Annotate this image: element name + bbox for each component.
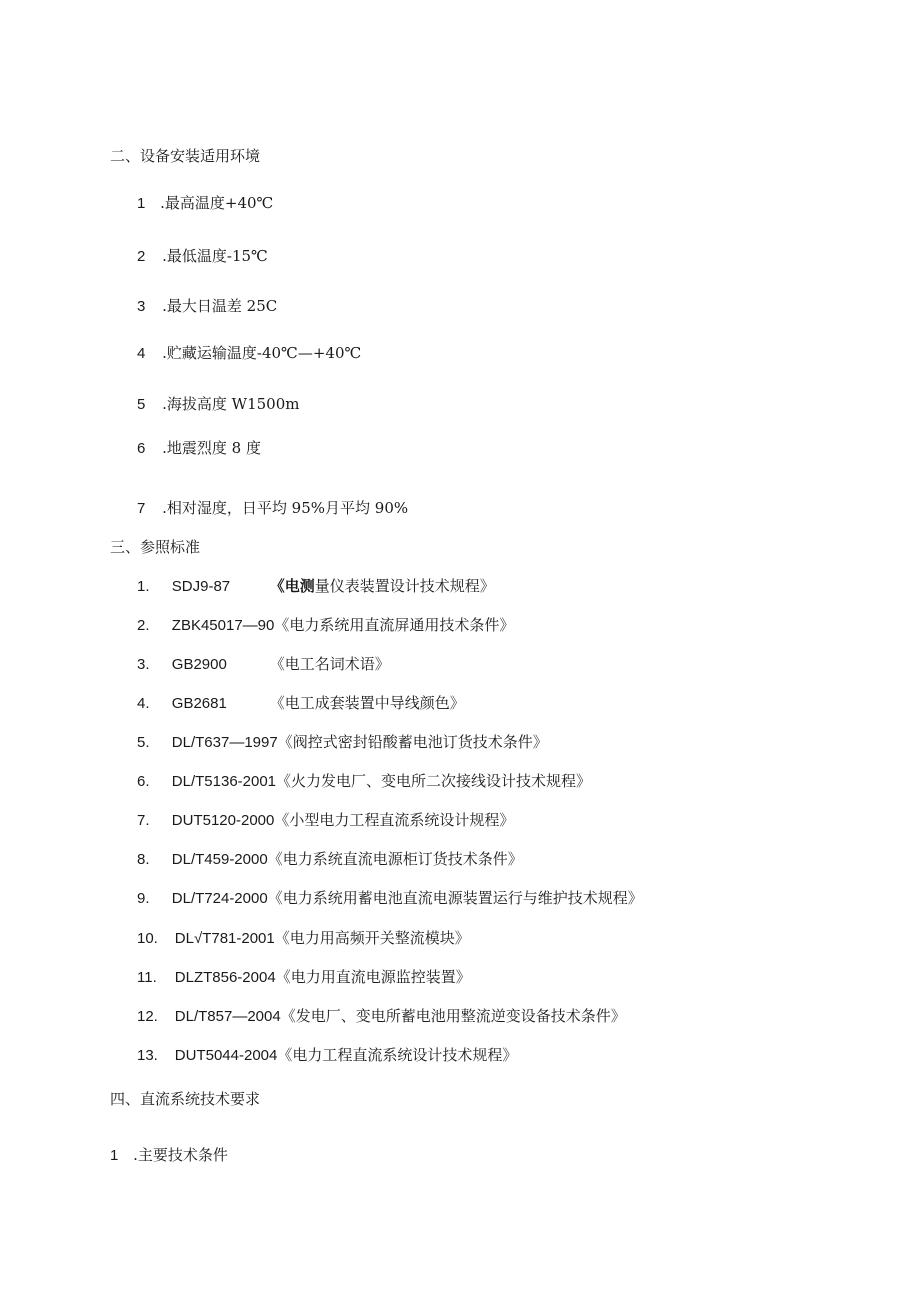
env-item (137, 343, 361, 364)
standard-number: 3. (137, 656, 150, 673)
subsection-title (110, 1145, 228, 1166)
standard-code: DLZT856-2004 (174, 969, 276, 986)
standard-item (137, 1006, 626, 1027)
standard-code: GB2900 (171, 656, 227, 673)
standard-number: 11. (137, 969, 157, 986)
section2-title: 二、设备安装适用环境 (110, 147, 261, 165)
standard-title: 《电力系统直流电源柜订货技术条件》 (267, 850, 523, 868)
env-item (137, 394, 299, 415)
env-item-number: 2 (137, 248, 146, 265)
standard-number: 6. (137, 773, 150, 790)
standard-title: 《电力系统用蓄电池直流电源装置运行与维护技术规程》 (267, 889, 643, 907)
standard-number: 5. (137, 734, 150, 751)
standard-code: DL/T459-2000 (171, 851, 268, 868)
standard-item (137, 576, 495, 597)
env-item-text: .相对湿度，日平均 95%月平均 90% (162, 499, 409, 517)
subsection-text: .主要技术条件 (133, 1146, 228, 1164)
env-item-number: 3 (137, 298, 146, 315)
env-item-number: 4 (137, 345, 146, 362)
standard-number: 10. (137, 930, 158, 947)
standard-item (137, 888, 643, 909)
standard-number: 9. (137, 890, 150, 907)
env-item-number: 6 (137, 440, 146, 457)
env-item-number: 1 (137, 195, 146, 212)
env-item-text: .贮藏运输温度-40℃—+40℃ (162, 344, 362, 362)
standard-item (137, 849, 523, 870)
standard-title-bold: 《电测 (269, 577, 315, 595)
standard-code: DL√T781-2001 (174, 930, 275, 947)
env-item (137, 438, 261, 459)
standard-title: 《火力发电厂、变电所二次接线设计技术规程》 (276, 772, 592, 790)
standard-code: DUT5120-2000 (171, 812, 275, 829)
env-item (137, 498, 408, 519)
env-item-number: 7 (137, 500, 146, 517)
standard-code: ZBK45017—90 (171, 617, 275, 634)
standard-title: 《电力工程直流系统设计技术规程》 (277, 1046, 518, 1064)
standard-code: DL/T724-2000 (171, 890, 268, 907)
standard-number: 8. (137, 851, 150, 868)
section3-title: 三、参照标准 (110, 538, 201, 556)
standard-item (137, 1045, 517, 1066)
env-item (137, 296, 277, 317)
standard-item (137, 615, 514, 636)
standard-number: 12. (137, 1008, 158, 1025)
standard-code: SDJ9-87 (171, 578, 231, 595)
standard-code: DL/T637—1997 (171, 734, 278, 751)
standard-title: 量仪表装置设计技术规程》 (314, 577, 495, 595)
env-item-number: 5 (137, 396, 146, 413)
standard-item (137, 810, 514, 831)
standard-number: 7. (137, 812, 150, 829)
env-item (137, 193, 273, 214)
standard-title: 《电力用直流电源监控装置》 (275, 968, 471, 986)
subsection-number: 1 (110, 1147, 119, 1164)
env-item (137, 246, 268, 267)
standard-code: DL/T5136-2001 (171, 773, 277, 790)
standard-code: DUT5044-2004 (174, 1047, 278, 1064)
standard-number: 2. (137, 617, 150, 634)
standard-title: 《电力系统用直流屏通用技术条件》 (274, 616, 515, 634)
section4-title: 四、直流系统技术要求 (110, 1090, 261, 1108)
standard-title: 《小型电力工程直流系统设计规程》 (274, 811, 515, 829)
env-item-text: .最高温度+40℃ (160, 194, 274, 212)
standard-title: 《阀控式密封铅酸蓄电池订货技术条件》 (277, 733, 548, 751)
standard-title: 《电工成套装置中导线颜色》 (269, 694, 465, 712)
standard-item (137, 693, 465, 714)
standard-item (137, 928, 470, 949)
standard-title: 《发电厂、变电所蓄电池用整流逆变设备技术条件》 (280, 1007, 626, 1025)
standard-item (137, 654, 390, 675)
standard-item (137, 967, 471, 988)
standard-item (137, 732, 548, 753)
standard-code: DL/T857—2004 (174, 1008, 281, 1025)
standard-number: 13. (137, 1047, 158, 1064)
standard-item (137, 771, 591, 792)
env-item-text: .最低温度-15℃ (162, 247, 268, 265)
standard-title: 《电力用高频开关整流模块》 (274, 929, 470, 947)
standard-number: 1. (137, 578, 150, 595)
env-item-text: .海拔高度 W1500m (162, 395, 300, 413)
standard-code: GB2681 (171, 695, 227, 712)
standard-number: 4. (137, 695, 150, 712)
env-item-text: .最大日温差 25C (162, 297, 278, 315)
env-item-text: .地震烈度 8 度 (162, 439, 261, 457)
standard-title: 《电工名词术语》 (269, 655, 390, 673)
